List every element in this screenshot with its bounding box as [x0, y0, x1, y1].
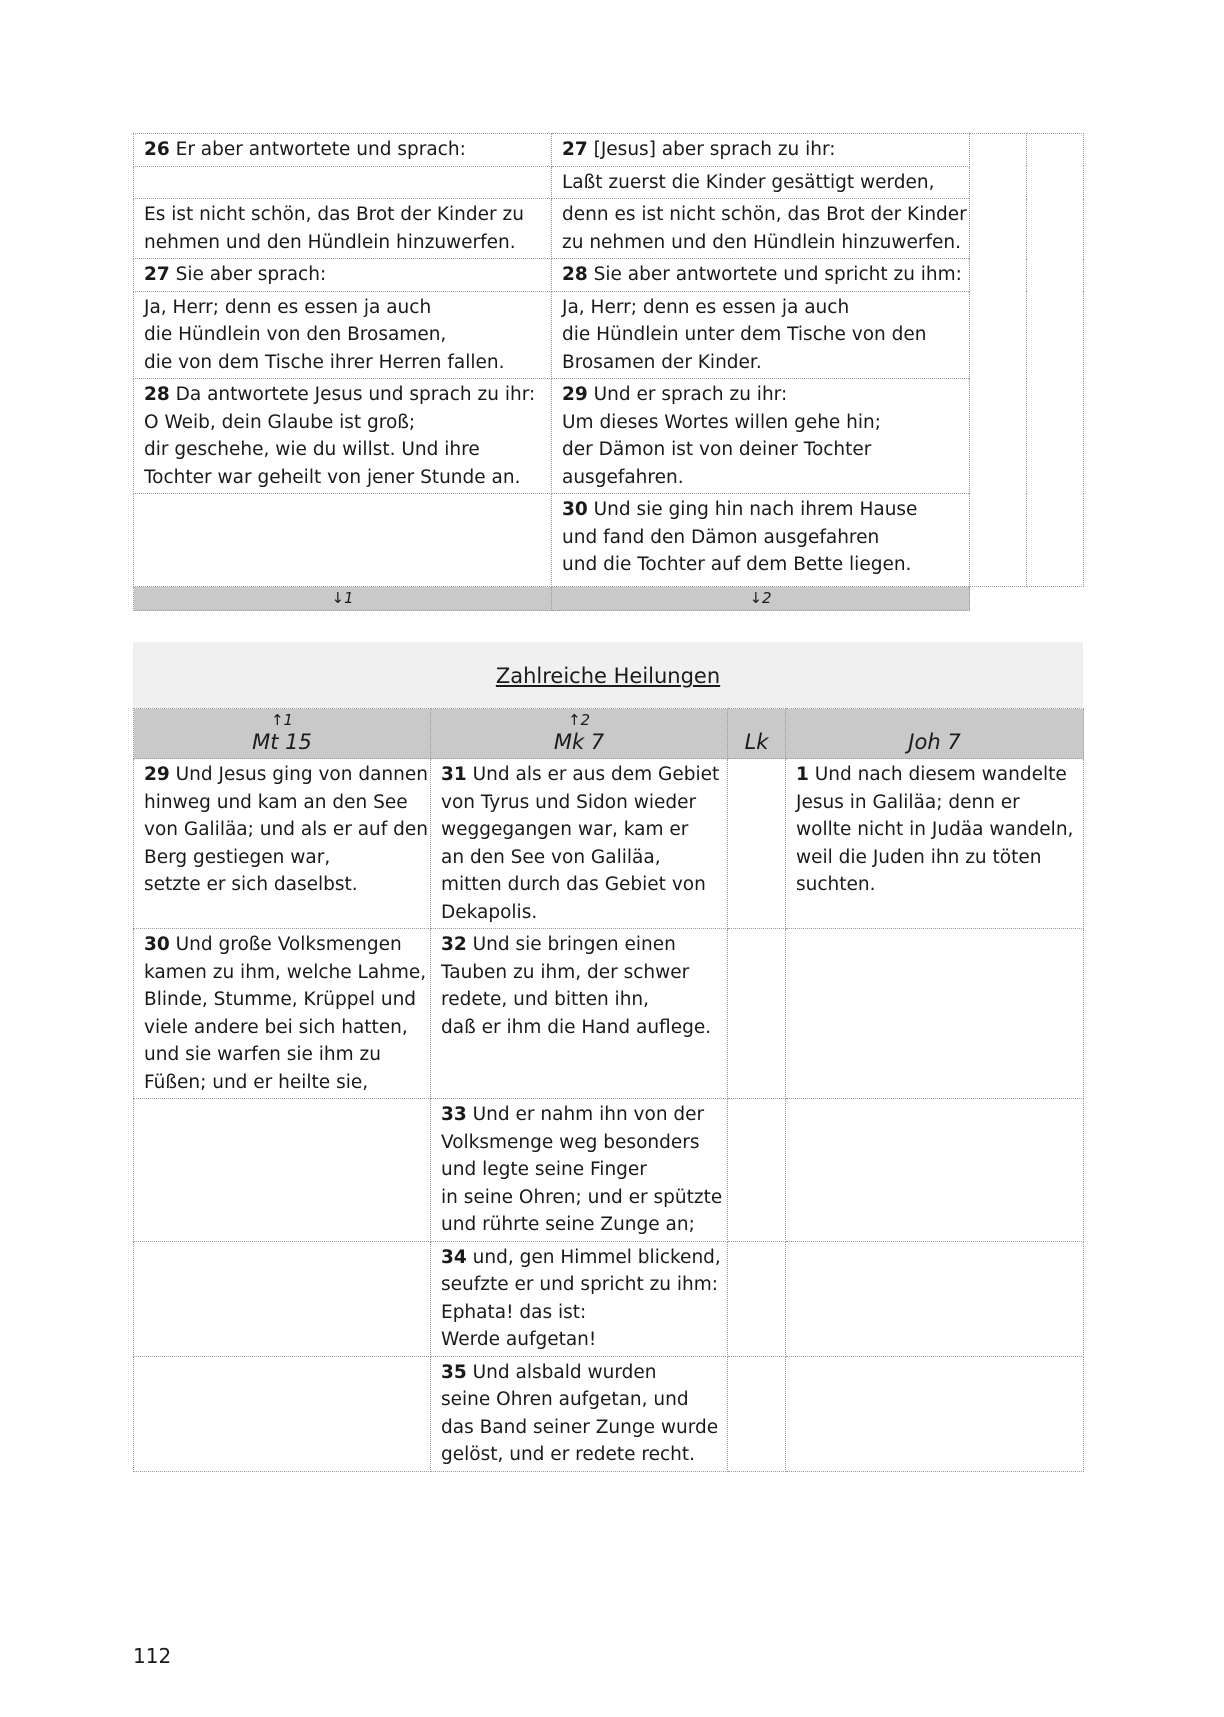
verse-text: Und als er aus dem Gebiet [466, 764, 720, 785]
verse-line [144, 844, 420, 872]
verse-line [796, 761, 1073, 789]
verse-line [562, 436, 959, 464]
verse-text: Sie aber antwortete und spricht zu ihm: [587, 264, 962, 285]
verse-text: Er aber antwortete und sprach: [169, 139, 466, 160]
verse-line [796, 789, 1073, 817]
verse-line [144, 931, 420, 959]
verse-text: Und nach diesem wandelte [808, 764, 1067, 785]
verse-cell-right [552, 494, 970, 587]
verse-line [562, 349, 959, 377]
verse-line [562, 409, 959, 437]
verse-line [562, 229, 959, 257]
parallel-row [134, 134, 1084, 167]
verse-text: Volksmenge weg besonders [441, 1131, 700, 1153]
verse-number: 33 [441, 1104, 467, 1125]
verse-text: mitten durch das Gebiet von [441, 874, 706, 895]
verse-cell-left [134, 199, 552, 259]
verse-text: viele andere bei sich hatten, [144, 1016, 408, 1038]
verse-text: nehmen und den Hündlein hinzuwerfen. [144, 231, 516, 253]
verse-cell-lk [728, 1241, 786, 1356]
verse-cell-mk [431, 929, 728, 1099]
verse-text: Tochter war geheilt von jener Stunde an. [144, 466, 521, 488]
verse-line [144, 1014, 420, 1042]
verse-line [562, 381, 959, 409]
verse-cell-lk [728, 759, 786, 929]
verse-text: und sie warfen sie ihm zu [144, 1044, 381, 1065]
verse-text: wollte nicht in Judäa wandeln, [796, 819, 1074, 840]
verse-text: Tauben zu ihm, der schwer [441, 961, 690, 983]
parallel-row [134, 1356, 1084, 1471]
verse-number: 35 [441, 1361, 467, 1383]
verse-number: 28 [144, 384, 170, 405]
verse-line [144, 409, 541, 437]
verse-line [144, 261, 541, 289]
verse-cell-right [552, 199, 970, 259]
verse-number: 29 [562, 384, 588, 405]
verse-cell-mk [431, 759, 728, 929]
verse-text: und fand den Dämon ausgefahren [562, 526, 880, 548]
verse-line [144, 229, 541, 257]
verse-text: Ephata! das ist: [441, 1301, 587, 1323]
verse-line [796, 816, 1073, 844]
parallel-row [134, 929, 1084, 1099]
verse-cell-left [134, 494, 552, 587]
verse-line [441, 1211, 717, 1239]
verse-number: 27 [562, 139, 588, 160]
verse-line [144, 789, 420, 817]
verse-line [441, 1271, 717, 1299]
verse-cell-mt [134, 759, 431, 929]
verse-cell-right [552, 379, 970, 494]
verse-line [441, 931, 717, 959]
verse-cell-mt [134, 1356, 431, 1471]
verse-line [144, 321, 541, 349]
verse-cell-joh [786, 1356, 1084, 1471]
verse-text: Blinde, Stumme, Krüppel und [144, 989, 417, 1010]
verse-line [562, 551, 959, 579]
verse-line [144, 1041, 420, 1069]
verse-text: [Jesus] aber sprach zu ihr: [587, 139, 836, 160]
verse-text: Und sie bringen einen [466, 934, 676, 955]
verse-cell-right [552, 259, 970, 292]
verse-line [144, 1069, 420, 1097]
verse-cell-mk [431, 1356, 728, 1471]
verse-line [562, 294, 959, 322]
verse-line [562, 464, 959, 492]
verse-text: Brosamen der Kinder. [562, 351, 762, 373]
verse-text: und, gen Himmel blickend, [466, 1246, 721, 1268]
verse-text: und rührte seine Zunge an; [441, 1214, 695, 1235]
page-number: 112 [133, 1644, 172, 1668]
header-mt: ↑1 Mt 15 [134, 709, 431, 759]
empty-column-cell [1027, 134, 1084, 587]
verse-text: suchten. [796, 874, 876, 895]
verse-text: an den See von Galiläa, [441, 846, 661, 868]
verse-number: 31 [441, 764, 467, 785]
verse-line [562, 201, 967, 229]
verse-line [144, 136, 541, 164]
verse-text: Ja, Herr; denn es essen ja auch [144, 296, 432, 318]
top-parallel-table [133, 133, 1084, 611]
verse-text: und legte seine Finger [441, 1159, 647, 1180]
verse-cell-mt [134, 1241, 431, 1356]
verse-text: gelöst, und er redete recht. [441, 1444, 696, 1465]
verse-text: Ja, Herr; denn es essen ja auch [562, 296, 850, 318]
verse-text: Füßen; und er heilte sie, [144, 1071, 369, 1093]
verse-line [144, 986, 420, 1014]
verse-cell-lk [728, 929, 786, 1099]
verse-line [144, 871, 420, 899]
verse-text: Und er nahm ihn von der [466, 1104, 705, 1125]
verse-line [562, 524, 959, 552]
verse-number: 30 [144, 934, 170, 955]
verse-line [441, 986, 717, 1014]
verse-line [562, 496, 959, 524]
verse-text: von Tyrus und Sidon wieder [441, 791, 697, 813]
verse-text: kamen zu ihm, welche Lahme, [144, 961, 427, 983]
verse-line [796, 871, 1073, 899]
verse-line [441, 959, 717, 987]
verse-line [441, 816, 717, 844]
parallel-row [134, 199, 1084, 259]
verse-text: und die Tochter auf dem Bette liegen. [562, 554, 912, 575]
verse-text: seine Ohren aufgetan, und [441, 1389, 689, 1410]
parallel-row [134, 1099, 1084, 1242]
verse-line [562, 136, 959, 164]
verse-line [562, 169, 959, 197]
verse-text: weil die Juden ihn zu töten [796, 846, 1042, 868]
verse-text: in seine Ohren; und er spützte [441, 1186, 723, 1208]
parallel-row [134, 494, 1084, 587]
verse-text: ausgefahren. [562, 466, 684, 488]
verse-line [441, 1326, 717, 1354]
verse-text: die Hündlein unter dem Tische von den [562, 324, 927, 345]
verse-text: weggegangen war, kam er [441, 819, 689, 840]
verse-text: Und alsbald wurden [466, 1361, 657, 1383]
blank-cell [970, 587, 1084, 611]
verse-line [441, 1386, 717, 1414]
section-title: Zahlreiche Heilungen [495, 664, 721, 688]
verse-cell-mk [431, 1241, 728, 1356]
verse-text: denn es ist nicht schön, das Brot der Kinder [562, 204, 967, 225]
verse-line [441, 1101, 717, 1129]
verse-text: Um dieses Wortes willen gehe hin; [562, 411, 882, 433]
verse-text: das Band seiner Zunge wurde [441, 1416, 719, 1438]
verse-number: 32 [441, 934, 467, 955]
verse-cell-left [134, 259, 552, 292]
verse-line [441, 1184, 723, 1212]
verse-line [144, 436, 541, 464]
verse-line [441, 871, 717, 899]
continuation-row [134, 587, 1084, 611]
verse-text: Und er sprach zu ihr: [587, 384, 788, 405]
verse-text: hinweg und kam an den See [144, 791, 408, 813]
header-joh: Joh 7 [786, 709, 1084, 759]
verse-number: 26 [144, 139, 170, 160]
verse-cell-right [552, 134, 970, 167]
verse-line [144, 349, 541, 377]
verse-cell-left [134, 166, 552, 199]
verse-line [144, 959, 427, 987]
verse-text: Jesus in Galiläa; denn er [796, 791, 1020, 813]
verse-line [796, 844, 1073, 872]
parallel-row [134, 259, 1084, 292]
verse-cell-left [134, 379, 552, 494]
verse-cell-joh [786, 759, 1084, 929]
verse-line [144, 381, 541, 409]
verse-text: O Weib, dein Glaube ist groß; [144, 411, 416, 433]
verse-text: Da antwortete Jesus und sprach zu ihr: [169, 384, 536, 405]
verse-line [441, 1014, 717, 1042]
verse-cell-joh [786, 1241, 1084, 1356]
continuation-arrow-right: ↓2 [552, 587, 970, 611]
verse-text: Laßt zuerst die Kinder gesättigt werden, [562, 171, 935, 193]
verse-number: 29 [144, 764, 170, 785]
verse-cell-mt [134, 929, 431, 1099]
verse-line [441, 899, 717, 927]
verse-cell-left [134, 291, 552, 379]
verse-text: Und Jesus ging von dannen [169, 764, 428, 785]
verse-line [144, 201, 541, 229]
verse-line [441, 1441, 717, 1469]
verse-cell-left [134, 134, 552, 167]
verse-text: Werde aufgetan! [441, 1329, 597, 1350]
verse-text: dir geschehe, wie du willst. Und ihre [144, 439, 480, 460]
verse-text: seufzte er und spricht zu ihm: [441, 1274, 719, 1295]
verse-cell-joh [786, 1099, 1084, 1242]
verse-text: die Hündlein von den Brosamen, [144, 324, 447, 345]
verse-text: Dekapolis. [441, 901, 538, 923]
parallel-row [134, 1241, 1084, 1356]
verse-line [441, 1299, 717, 1327]
verse-number: 1 [796, 764, 809, 785]
verse-text: die von dem Tische ihrer Herren fallen. [144, 351, 505, 373]
parallel-row [134, 379, 1084, 494]
verse-cell-right [552, 166, 970, 199]
parallel-row [134, 759, 1084, 929]
gospel-header-row [134, 709, 1084, 759]
verse-cell-lk [728, 1356, 786, 1471]
verse-number: 27 [144, 264, 170, 285]
verse-text: zu nehmen und den Hündlein hinzuwerfen. [562, 231, 961, 253]
empty-column-cell [970, 134, 1027, 587]
bottom-parallel-table [133, 708, 1084, 1472]
verse-text: Und sie ging hin nach ihrem Hause [587, 499, 918, 520]
verse-cell-mk [431, 1099, 728, 1242]
verse-line [441, 761, 720, 789]
verse-number: 34 [441, 1246, 467, 1268]
parallel-row [134, 166, 1084, 199]
verse-text: daß er ihm die Hand auflege. [441, 1016, 712, 1038]
verse-text: Es ist nicht schön, das Brot der Kinder zu [144, 204, 524, 225]
verse-number: 30 [562, 499, 588, 520]
verse-text: Und große Volksmengen [169, 934, 402, 955]
verse-cell-joh [786, 929, 1084, 1099]
verse-line [441, 1156, 717, 1184]
verse-number: 28 [562, 264, 588, 285]
verse-cell-right [552, 291, 970, 379]
verse-text: setzte er sich daselbst. [144, 874, 358, 895]
verse-cell-lk [728, 1099, 786, 1242]
verse-text: der Dämon ist von deiner Tochter [562, 439, 872, 460]
verse-line [441, 1414, 717, 1442]
verse-line [441, 1359, 717, 1387]
verse-text: Sie aber sprach: [169, 264, 327, 285]
verse-text: von Galiläa; und als er auf den [144, 819, 428, 840]
continuation-arrow-left: ↓1 [134, 587, 552, 611]
header-lk: Lk [728, 709, 786, 759]
parallel-row [134, 291, 1084, 379]
verse-line [441, 789, 717, 817]
verse-line [562, 261, 962, 289]
verse-line [441, 844, 717, 872]
verse-text: redete, und bitten ihn, [441, 989, 650, 1010]
verse-line [562, 321, 959, 349]
verse-line [441, 1129, 717, 1157]
verse-line [144, 294, 541, 322]
verse-cell-mt [134, 1099, 431, 1242]
verse-text: Berg gestiegen war, [144, 846, 331, 868]
verse-line [144, 816, 428, 844]
verse-line [144, 761, 428, 789]
verse-line [144, 464, 541, 492]
verse-line [441, 1244, 721, 1272]
header-mk: ↑2 Mk 7 [431, 709, 728, 759]
